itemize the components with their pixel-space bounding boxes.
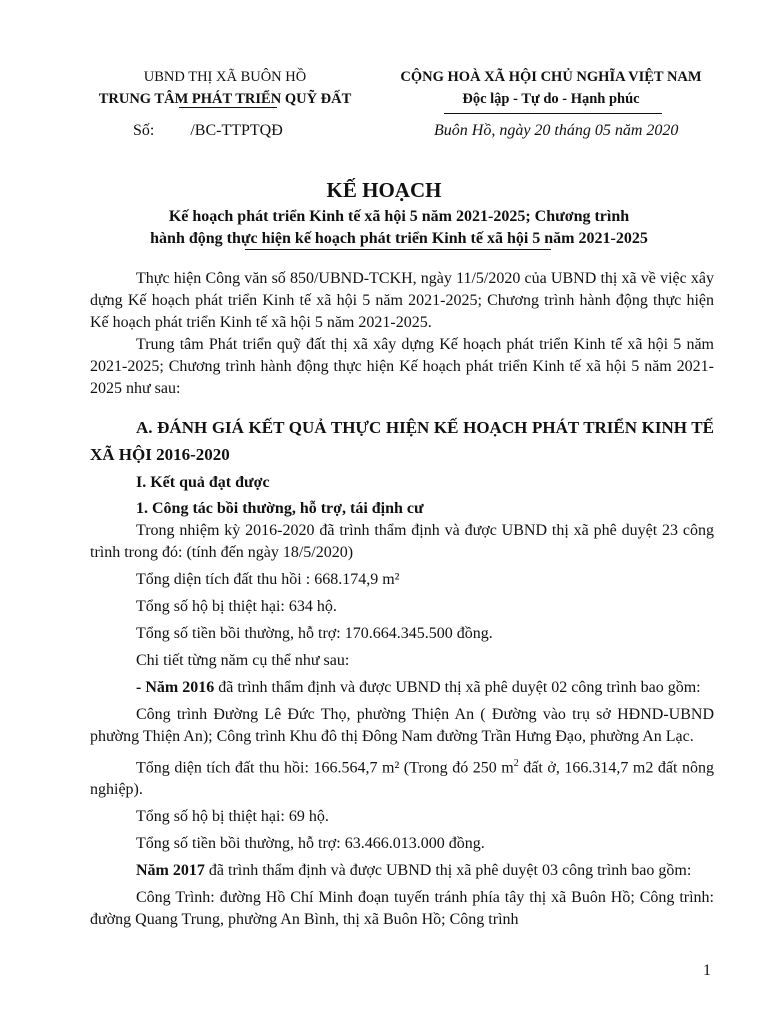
total-compensation: Tổng số tiền bồi thường, hỗ trợ: 170.664.345.500 đồng.	[136, 625, 493, 642]
intro-paragraph-1: Thực hiện Công văn số 850/UBND-TCKH, ngày 11/5/2020 của UBND thị xã về việc xây dựng Kế hoạch phát triển Kinh tế xã hội 5 năm 2021-2025; Chương trình hành động thực hiện Kế hoạch phát triển Kinh tế xã hội 5 năm 2021-2025.	[90, 270, 714, 331]
subtitle-underline	[245, 249, 551, 250]
document-number-label: Số:	[133, 122, 155, 139]
page-number: 1	[703, 962, 711, 979]
agency-name: TRUNG TÂM PHÁT TRIỂN QUỸ ĐẤT	[98, 91, 352, 107]
total-area: Tổng diện tích đất thu hồi : 668.174,9 m²	[136, 571, 400, 588]
year-2017-paragraph	[90, 860, 714, 882]
section-a-heading: A. ĐÁNH GIÁ KẾT QUẢ THỰC HIỆN KẾ HOẠCH PHÁT TRIỂN KINH TẾ XÃ HỘI 2016-2020	[90, 418, 714, 464]
total-households: Tổng số hộ bị thiệt hại: 634 hộ.	[136, 598, 337, 615]
year-2017-text: đã trình thẩm định và được UBND thị xã phê duyệt 03 công trình bao gồm:	[204, 862, 692, 880]
year-2016-area-superscript: 2	[513, 758, 519, 769]
section-i-heading: I. Kết quả đạt được	[136, 474, 270, 491]
year-2016-label: - Năm 2016	[136, 679, 215, 696]
year-2016-paragraph	[90, 677, 714, 699]
document-number-value: /BC-TTPTQĐ	[190, 122, 283, 139]
year-2016-text: đã trình thẩm định và được UBND thị xã phê duyệt 02 công trình bao gồm:	[214, 679, 701, 696]
year-2016-area-text-a: Tổng diện tích đất thu hồi: 166.564,7 m² (Trong đó 250 m	[136, 759, 514, 777]
year-2017-projects: Công Trình: đường Hồ Chí Minh đoạn tuyến tránh phía tây thị xã Buôn Hồ; Công trình: đường Quang Trung, phường An Bình, thị xã Buôn Hồ; Công trình	[90, 889, 714, 929]
year-2016-households: Tổng số hộ bị thiệt hại: 69 hộ.	[136, 808, 329, 826]
document-number	[133, 122, 319, 140]
national-motto: Độc lập - Tự do - Hạnh phúc	[462, 91, 640, 107]
agency-parent: UBND THỊ XÃ BUÔN HỒ	[143, 69, 307, 85]
intro-paragraph-2: Trung tâm Phát triển quỹ đất thị xã xây dựng Kế hoạch phát triển Kinh tế xã hội 5 năm 2021-2025; Chương trình hành động thực hiện Kế hoạch phát triển Kinh tế xã hội 5 năm 2021-2025 như sau:	[90, 336, 714, 397]
document-subtitle	[90, 206, 708, 250]
subtitle-line-2: hành động thực hiện kế hoạch phát triển Kinh tế xã hội 5 năm 2021-2025	[150, 230, 648, 247]
subtitle-line-1: Kế hoạch phát triển Kinh tế xã hội 5 năm 2021-2025; Chương trình	[168, 208, 630, 225]
document-title: KẾ HOẠCH	[326, 178, 442, 202]
section-1-heading: 1. Công tác bồi thường, hỗ trợ, tái định cư	[136, 500, 424, 517]
year-2016-compensation: Tổng số tiền bồi thường, hỗ trợ: 63.466.013.000 đồng.	[136, 835, 485, 853]
place-date: Buôn Hồ, ngày 20 tháng 05 năm 2020	[434, 122, 679, 139]
year-2016-projects: Công trình Đường Lê Đức Thọ, phường Thiện An ( Đường vào trụ sở HĐND-UBND phường Thiện An); Công trình Khu đô thị Đông Nam đường Trần Hưng Đạo, phường An Lạc.	[90, 706, 714, 745]
agency-underline	[179, 107, 277, 108]
national-heading	[376, 66, 726, 110]
document-body	[90, 268, 714, 931]
motto-underline	[444, 113, 662, 114]
year-2016-area-text-b: đất ở, 166.314,7 m2 đất nông nghiệp).	[90, 759, 715, 799]
term-paragraph: Trong nhiệm kỳ 2016-2020 đã trình thẩm định và được UBND thị xã phê duyệt 23 công trình trong đó: (tính đến ngày 18/5/2020)	[90, 522, 714, 561]
year-2017-label: Năm 2017	[136, 862, 205, 880]
year-2016-area	[90, 753, 714, 801]
detail-intro: Chi tiết từng năm cụ thể như sau:	[136, 652, 350, 669]
issuing-agency	[60, 66, 390, 110]
country-name: CỘNG HOÀ XÃ HỘI CHỦ NGHĨA VIỆT NAM	[400, 69, 702, 85]
